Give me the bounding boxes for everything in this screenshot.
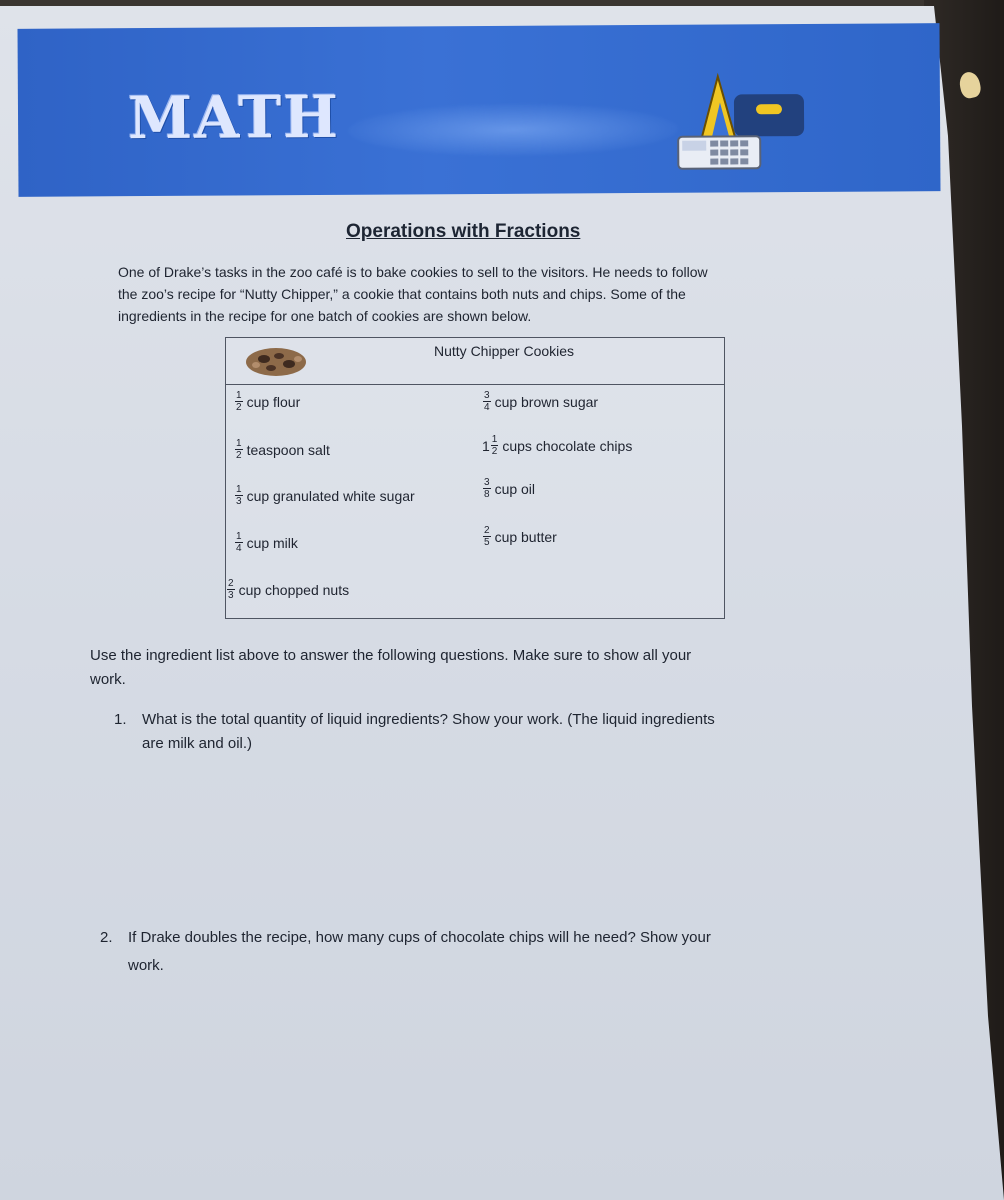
ingredient-flour [234, 391, 300, 413]
question-number: 2. [100, 929, 113, 946]
ingredient-label: cup butter [494, 529, 557, 545]
ingredient-label: teaspoon salt [246, 442, 330, 458]
ingredient-salt [234, 439, 330, 461]
fraction: $\frac{1}{2}$ [236, 438, 242, 461]
ingredient-label: cup granulated white sugar [246, 488, 415, 504]
fraction: $\frac{1}{4}$ [236, 531, 242, 554]
instruction-line-2: work. [90, 671, 126, 688]
question-text-line-2: are milk and oil.) [142, 735, 253, 752]
page-title: Operations with Fractions [346, 221, 581, 242]
question-text-line-1: What is the total quantity of liquid ingredients? Show your work. (The liquid ingredients [142, 711, 715, 728]
ingredient-milk [234, 532, 298, 554]
ingredient-label: cup chopped nuts [238, 582, 350, 598]
fraction: $\frac{1}{2}$ [236, 390, 242, 413]
instruction-paragraph [90, 644, 850, 692]
question-text-line-2: work. [128, 957, 164, 974]
ingredient-label: cup oil [494, 481, 536, 497]
ingredient-white-sugar [234, 485, 415, 507]
ingredient-oil [482, 478, 535, 500]
intro-paragraph [118, 261, 838, 327]
fraction: $\frac{2}{5}$ [484, 525, 490, 548]
recipe-title: Nutty Chipper Cookies [434, 343, 575, 359]
recipe-header [226, 338, 724, 385]
ingredient-brown-sugar [482, 391, 598, 413]
fraction: $\frac{3}{8}$ [484, 477, 490, 500]
fraction: $\frac{3}{4}$ [484, 390, 490, 413]
cookie-image [244, 346, 308, 378]
fraction: $\frac{1}{3}$ [236, 484, 242, 507]
banner-title: MATH [127, 82, 341, 153]
fraction: $\frac{2}{3}$ [228, 578, 234, 601]
ingredient-label: cup flour [246, 394, 301, 410]
instruction-line-1: Use the ingredient list above to answer the following questions. Make sure to show all your [90, 647, 692, 664]
recipe-box [225, 337, 725, 619]
fraction: $\frac{1}{2}$ [491, 434, 498, 457]
ingredient-butter [482, 526, 557, 548]
question-number: 1. [114, 711, 127, 728]
question-2 [100, 924, 880, 980]
intro-line-1: One of Drake’s tasks in the zoo café is to bake cookies to sell to the visitors. He needs to follow [118, 264, 708, 280]
ingredient-whole: 1 [482, 438, 490, 454]
ingredient-chocolate-chips [482, 435, 632, 457]
ingredient-label: cup brown sugar [494, 394, 599, 410]
ingredient-chopped-nuts [226, 579, 349, 601]
question-1 [114, 708, 874, 756]
ingredient-label: cup milk [246, 535, 298, 551]
question-text-line-1: If Drake doubles the recipe, how many cups of chocolate chips will he need? Show your [128, 929, 711, 946]
ingredient-label: cups chocolate chips [502, 438, 633, 454]
intro-line-2: the zoo’s recipe for “Nutty Chipper,” a cookie that contains both nuts and chips. Some of the [118, 286, 686, 302]
intro-line-3: ingredients in the recipe for one batch of cookies are shown below. [118, 308, 532, 324]
